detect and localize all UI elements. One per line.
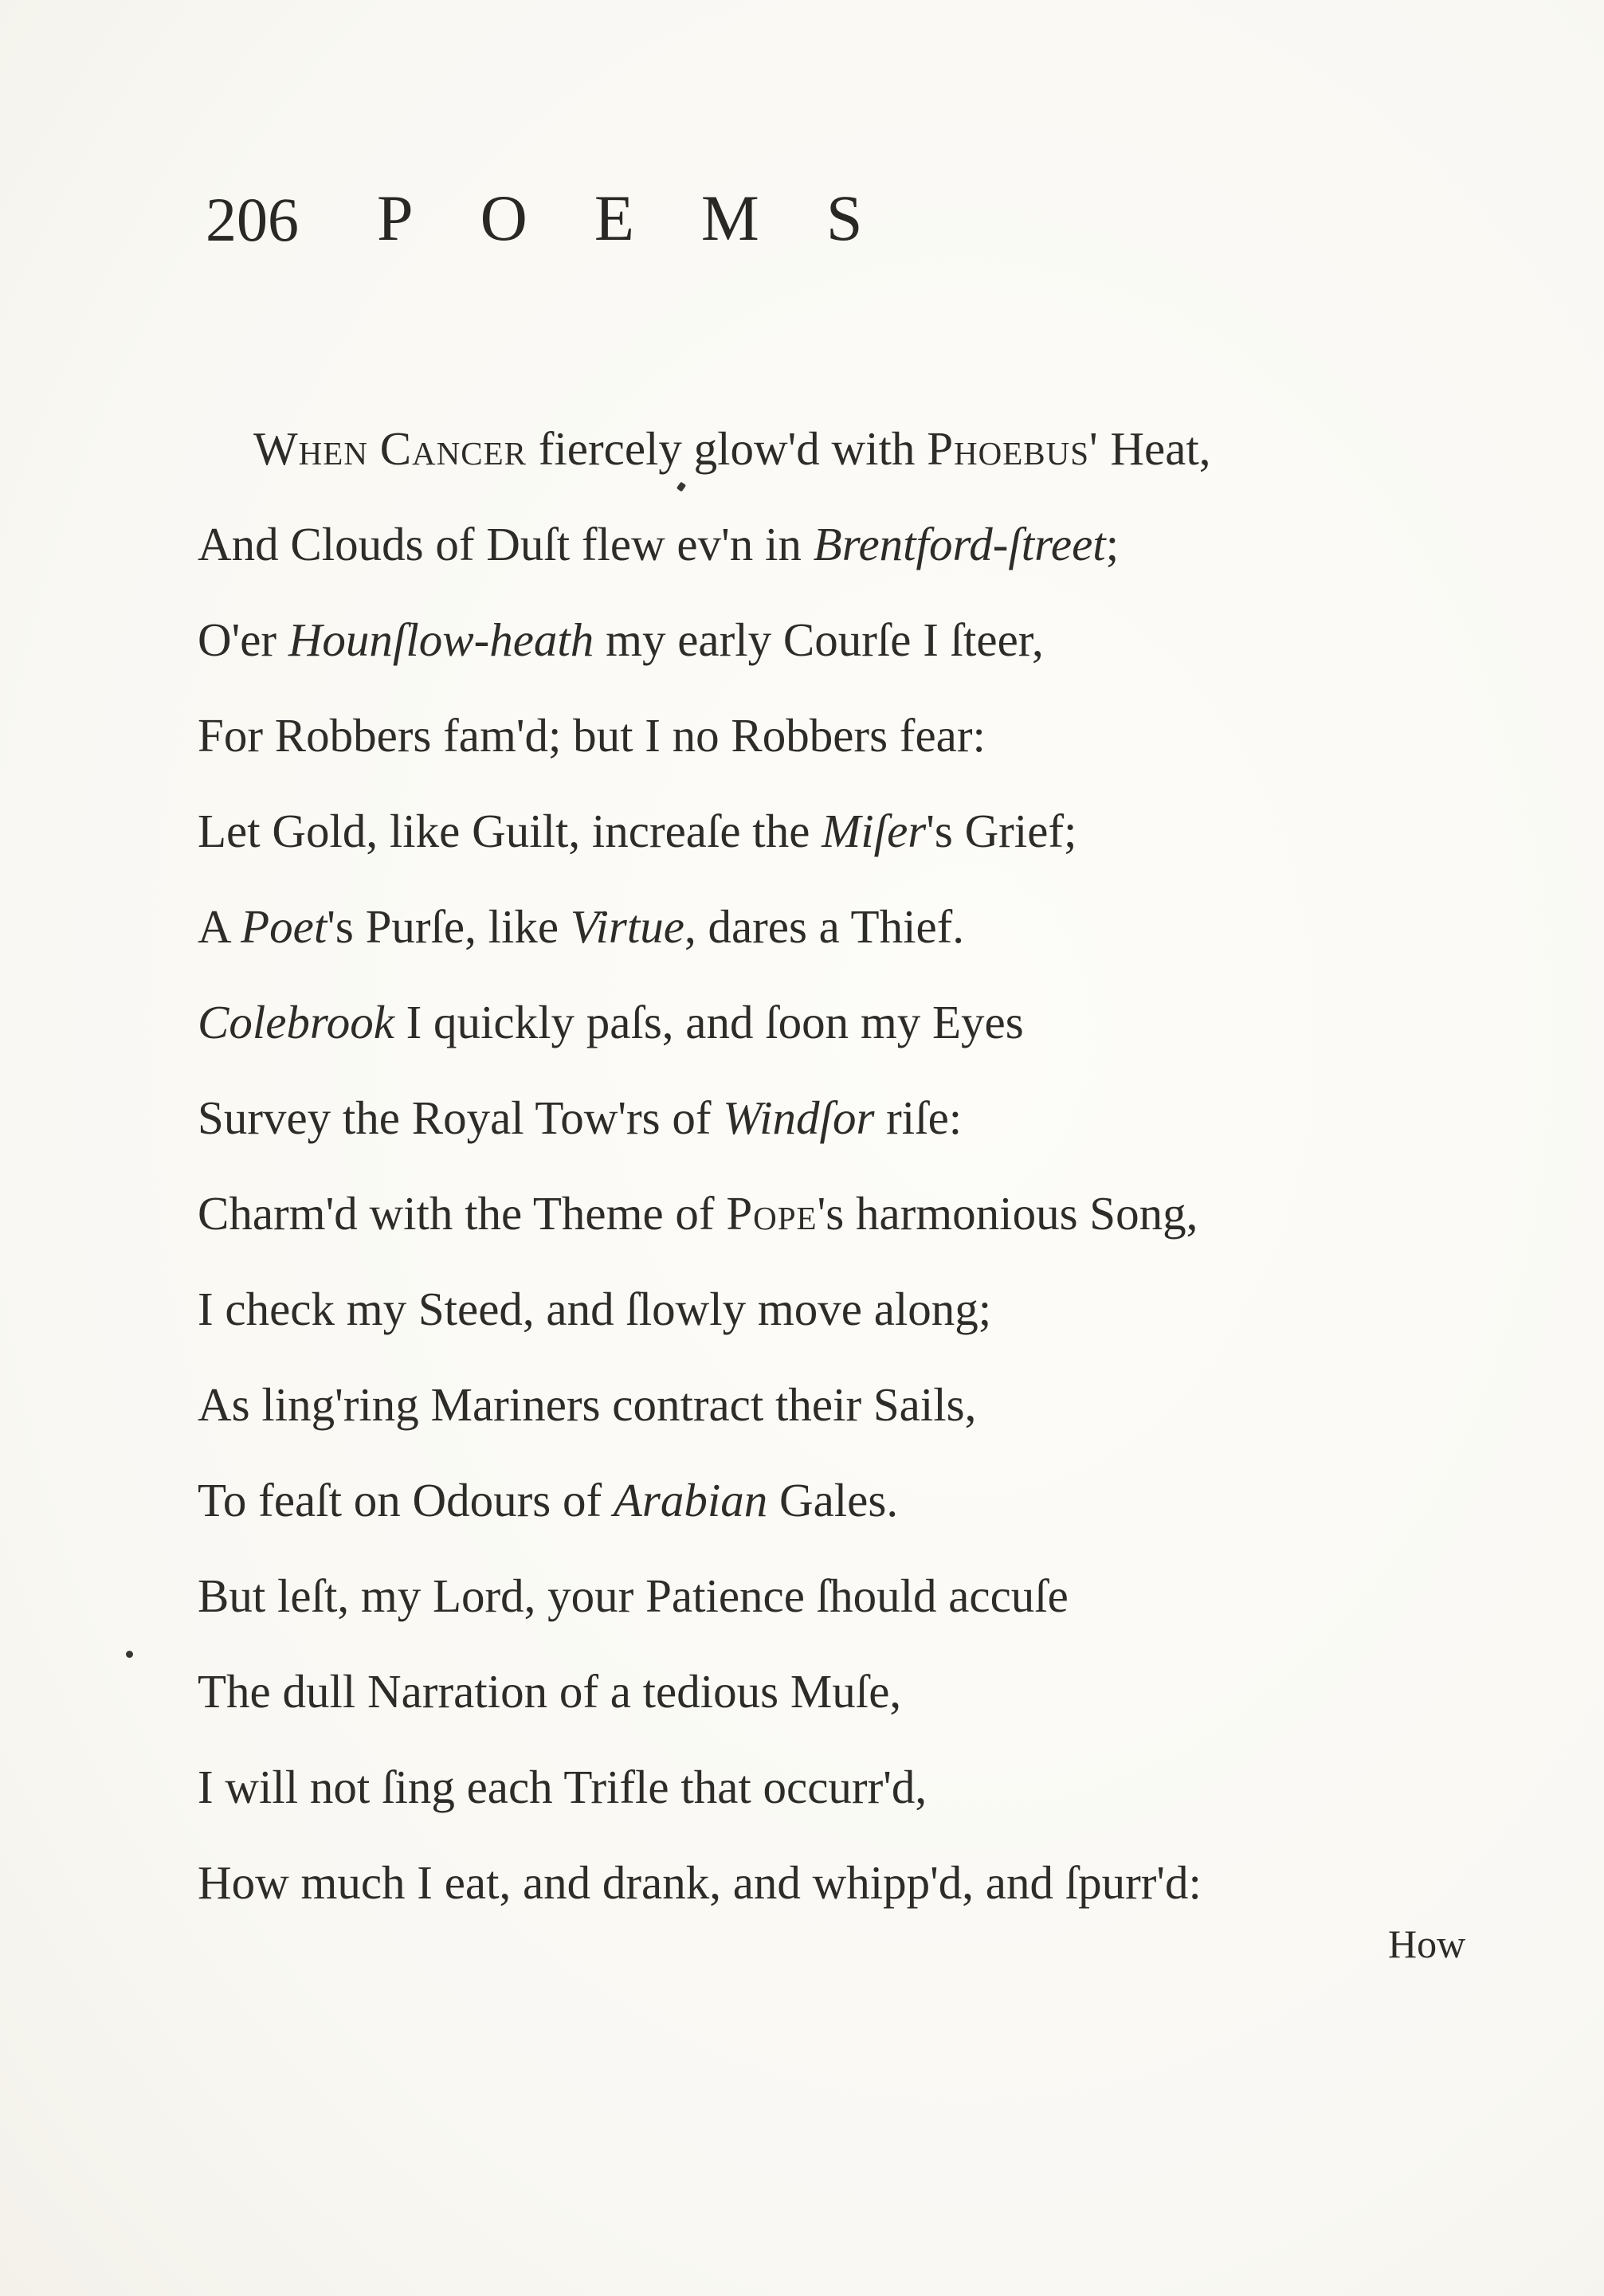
- page-number: 206: [206, 185, 299, 254]
- poem-text: [198, 401, 1504, 1930]
- poem-line: For Robbers fam'd; but I no Robbers fear:: [198, 709, 986, 762]
- poem-line: A Poet's Purſe, like Virtue, dares a Thief.: [198, 900, 965, 953]
- poem-line: Charm'd with the Theme of Pope's harmonious Song,: [198, 1187, 1198, 1240]
- catchword: How: [1388, 1922, 1466, 1966]
- poem-line: How much I eat, and drank, and whipp'd, and ſpurr'd:: [198, 1856, 1202, 1909]
- poem-line: Survey the Royal Tow'rs of Windſor riſe:: [198, 1091, 963, 1144]
- poem-line: I check my Steed, and ſlowly move along;: [198, 1283, 992, 1335]
- poem-line: To feaſt on Odours of Arabian Gales.: [198, 1474, 899, 1526]
- poem-line: O'er Hounſlow-heath my early Courſe I ſteer,: [198, 613, 1044, 666]
- poem-line: And Clouds of Duſt flew ev'n in Brentford-ſtreet;: [198, 518, 1120, 570]
- poem-line: Let Gold, like Guilt, increaſe the Miſer's Grief;: [198, 805, 1077, 857]
- poem-line: When Cancer fiercely glow'd with Phoebus' Heat,: [253, 422, 1211, 475]
- running-title: POEMS: [377, 182, 930, 254]
- poem-line: The dull Narration of a tedious Muſe,: [198, 1665, 902, 1718]
- poem-line: Colebrook I quickly paſs, and ſoon my Eyes: [198, 996, 1024, 1048]
- running-head: [206, 171, 930, 254]
- poem-line: I will not ſing each Trifle that occurr'd,: [198, 1761, 927, 1813]
- margin-dot: [126, 1651, 133, 1658]
- poem-line: But leſt, my Lord, your Patience ſhould accuſe: [198, 1569, 1069, 1622]
- poem-line: As ling'ring Mariners contract their Sails,: [198, 1378, 977, 1431]
